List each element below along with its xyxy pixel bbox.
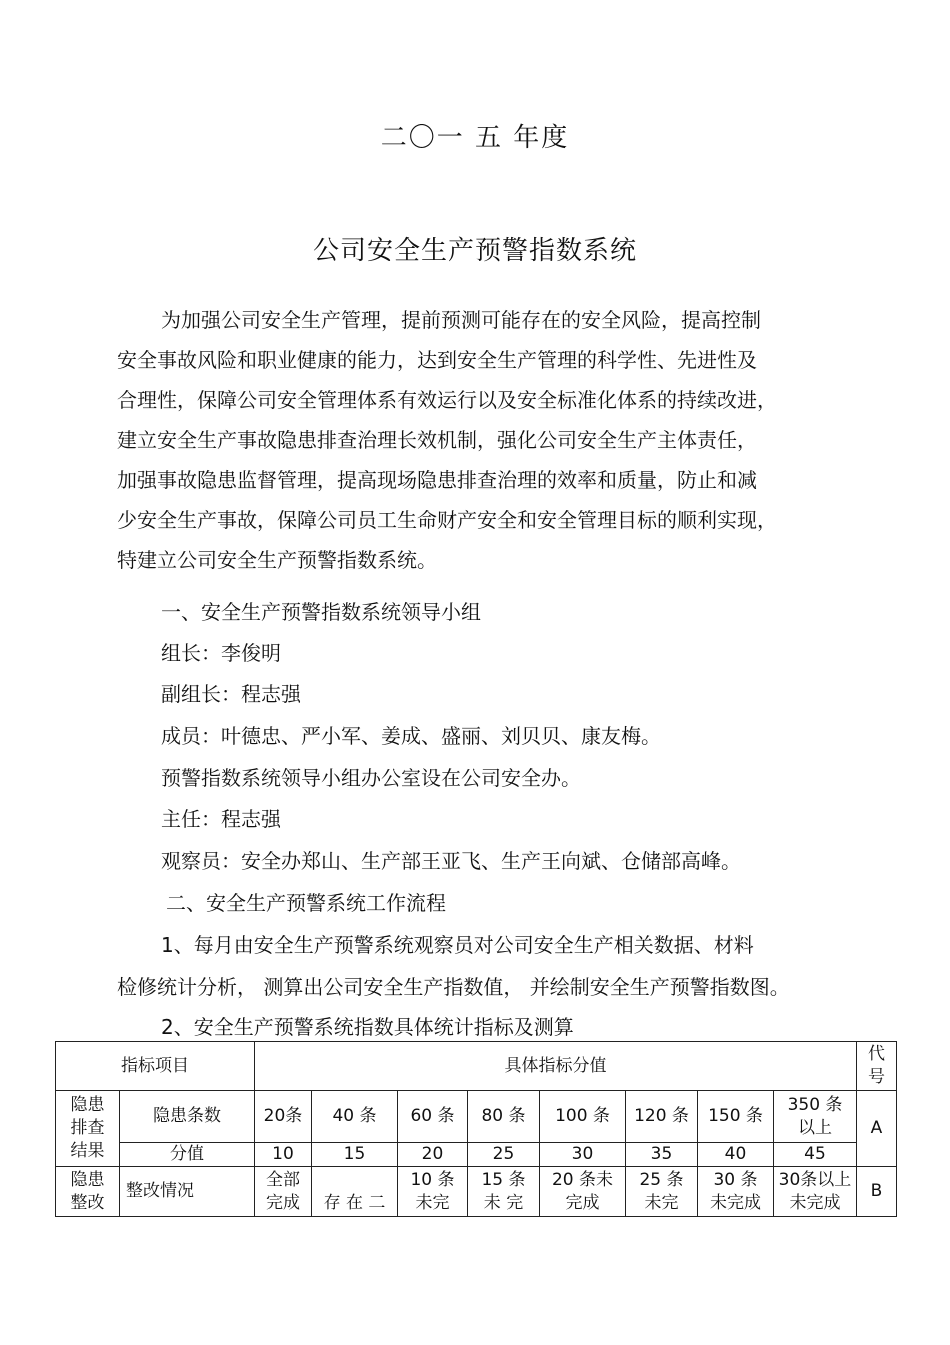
intro-line: 合理性，保障公司安全管理体系有效运行以及安全标准化体系的持续改进， <box>117 388 777 412</box>
table-header-row <box>56 1042 897 1091</box>
table-cell: 150 条 <box>698 1091 774 1143</box>
section1-heading: 一、安全生产预警指数系统领导小组 <box>161 600 481 624</box>
table-cell: 20 <box>398 1143 468 1167</box>
indicator-table <box>55 1041 897 1217</box>
table-row <box>56 1091 897 1143</box>
table-cell: 80 条 <box>468 1091 540 1143</box>
table-cell: 120 条 <box>626 1091 698 1143</box>
group-hazard-check: 隐患 排查 结果 <box>56 1091 120 1167</box>
intro-paragraph <box>117 300 817 580</box>
table-cell: 350 条 以上 <box>774 1091 857 1143</box>
document-year: 二〇一 五 年度 <box>380 123 570 153</box>
table-cell: 40 <box>698 1143 774 1167</box>
intro-line: 加强事故隐患监督管理，提高现场隐患排查治理的效率和质量，防止和减 <box>117 468 757 492</box>
table-cell: 30 <box>540 1143 626 1167</box>
table-cell: 15 条 未 完 <box>468 1167 540 1217</box>
table-cell: 35 <box>626 1143 698 1167</box>
row-label: 整改情况 <box>120 1167 255 1217</box>
table-cell: 100 条 <box>540 1091 626 1143</box>
header-code: 代 号 <box>857 1042 897 1091</box>
director-line: 主任：程志强 <box>161 807 281 831</box>
intro-line: 安全事故风险和职业健康的能力，达到安全生产管理的科学性、先进性及 <box>117 348 757 372</box>
process-item-2: 2、安全生产预警系统指数具体统计指标及测算 <box>161 1015 574 1039</box>
intro-line: 为加强公司安全生产管理，提前预测可能存在的安全风险，提高控制 <box>161 308 761 332</box>
table-cell: 全部 完成 <box>255 1167 312 1217</box>
observers-line: 观察员：安全办郑山、生产部王亚飞、生产王向斌、仓储部高峰。 <box>161 849 741 873</box>
row-label: 分值 <box>120 1143 255 1167</box>
group-hazard-rectify: 隐患 整改 <box>56 1167 120 1217</box>
table-cell: 40 条 <box>312 1091 398 1143</box>
table-cell: 30 条 未完成 <box>698 1167 774 1217</box>
intro-line: 特建立公司安全生产预警指数系统。 <box>117 548 437 572</box>
process-item-1: 1、每月由安全生产预警系统观察员对公司安全生产相关数据、材料 <box>161 933 754 957</box>
header-indicator-value: 具体指标分值 <box>255 1042 857 1091</box>
document-title: 公司安全生产预警指数系统 <box>312 236 637 266</box>
header-indicator-item: 指标项目 <box>56 1042 255 1091</box>
vice-leader-line: 副组长：程志强 <box>161 682 301 706</box>
office-line: 预警指数系统领导小组办公室设在公司安全办。 <box>161 766 581 790</box>
table-cell: 20条 <box>255 1091 312 1143</box>
table-cell: 45 <box>774 1143 857 1167</box>
section2-heading: 二、安全生产预警系统工作流程 <box>166 891 446 915</box>
table-cell: 20 条未 完成 <box>540 1167 626 1217</box>
intro-line: 少安全生产事故，保障公司员工生命财产安全和安全管理目标的顺利实现， <box>117 508 777 532</box>
table-cell: 30条以上 未完成 <box>774 1167 857 1217</box>
table-cell: 25 条 未完 <box>626 1167 698 1217</box>
table-cell: 25 <box>468 1143 540 1167</box>
table-cell: 10 条 未完 <box>398 1167 468 1217</box>
intro-line: 建立安全生产事故隐患排查治理长效机制，强化公司安全生产主体责任， <box>117 428 757 452</box>
process-item-1-cont: 检修统计分析， 测算出公司安全生产指数值， 并绘制安全生产预警指数图。 <box>117 975 790 999</box>
members-line: 成员：叶德忠、严小军、姜成、盛丽、刘贝贝、康友梅。 <box>161 724 661 748</box>
table-cell: 60 条 <box>398 1091 468 1143</box>
table-cell: 10 <box>255 1143 312 1167</box>
code-a: A <box>857 1091 897 1167</box>
row-label: 隐患条数 <box>120 1091 255 1143</box>
table-cell: 存 在 二 <box>312 1167 398 1217</box>
code-b: B <box>857 1167 897 1217</box>
table-row <box>56 1143 897 1167</box>
table-row <box>56 1167 897 1217</box>
table-cell: 15 <box>312 1143 398 1167</box>
leader-line: 组长：李俊明 <box>161 641 281 665</box>
